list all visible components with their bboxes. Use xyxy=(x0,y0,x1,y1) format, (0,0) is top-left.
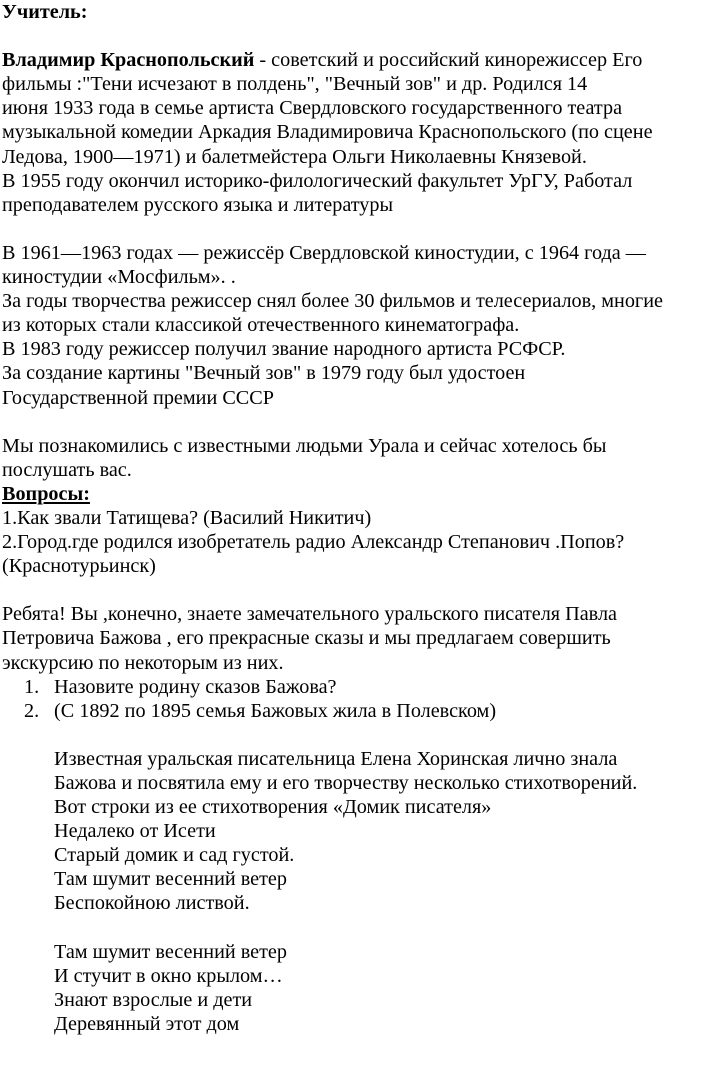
intro-line: послушать вас. xyxy=(2,458,132,481)
khorinskaya-line: Известная уральская писательница Елена Хоринская лично знала xyxy=(54,747,618,770)
director-name: Владимир Краснопольский xyxy=(2,49,255,72)
list-item xyxy=(2,675,694,699)
khorinskaya-line: Бажова и посвятила ему и его творчеству несколько стихотворений. xyxy=(54,772,638,794)
poem-line: Недалеко от Исети xyxy=(54,820,216,843)
bio-line: В 1955 году окончил историко-филологический факультет УрГУ, Работал xyxy=(2,169,633,192)
poem-line: Старый домик и сад густой. xyxy=(54,844,295,867)
bazhov-line: Петровича Бажова , его прекрасные сказы и мы предлагаем совершить xyxy=(2,627,611,650)
poem-line: Деревянный этот дом xyxy=(54,1012,240,1035)
blank-line xyxy=(2,217,694,241)
list-item xyxy=(2,699,694,723)
blank-line xyxy=(2,723,694,747)
career-line: В 1961—1963 годах — режиссёр Свердловской киностудии, с 1964 года — xyxy=(2,241,646,264)
bio-first-line xyxy=(2,48,694,72)
bio-line: музыкальной комедии Аркадия Владимировича Краснопольского (по сцене xyxy=(2,121,653,144)
bio-line: Ледова, 1900—1971) и балетмейстера Ольги Николаевны Князевой. xyxy=(2,145,587,168)
career-line: За создание картины "Вечный зов" в 1979 году был удостоен xyxy=(2,362,526,385)
career-line: Государственной премии СССР xyxy=(2,386,274,409)
list-number: 1. xyxy=(24,675,40,698)
list-text: Назовите родину сказов Бажова? xyxy=(54,675,337,698)
khorinskaya-line: Вот строки из ее стихотворения «Домик писателя» xyxy=(54,796,492,819)
poem-line: Знают взрослые и дети xyxy=(54,988,253,1011)
blank-line xyxy=(2,24,694,48)
career-line: За годы творчества режиссер снял более 30 фильмов и телесериалов, многие xyxy=(2,290,663,313)
bio-line: июня 1933 года в семье артиста Свердловского государственного театра xyxy=(2,97,623,120)
career-line: из которых стали классикой отечественного кинематографа. xyxy=(2,314,520,337)
intro-line: Мы познакомились с известными людьми Урала и сейчас хотелось бы xyxy=(2,434,607,457)
poem-line: Беспокойною листвой. xyxy=(54,892,250,915)
bazhov-line: Ребята! Вы ,конечно, знаете замечательного уральского писателя Павла xyxy=(2,603,617,626)
bio-line: фильмы :"Тени исчезают в полдень", "Вечный зов" и др. Родился 14 xyxy=(2,73,588,96)
blank-line xyxy=(2,410,694,434)
career-line: В 1983 году режиссер получил звание народного артиста РСФСР. xyxy=(2,338,566,361)
teacher-heading: Учитель: xyxy=(2,1,88,23)
question-line: (Краснотурьинск) xyxy=(2,555,156,578)
numbered-list xyxy=(2,675,694,723)
blank-line xyxy=(2,578,694,602)
poem-line: Там шумит весенний ветер xyxy=(54,940,287,963)
list-text: (С 1892 по 1895 семья Бажовых жила в Полевском) xyxy=(54,699,497,722)
questions-heading: Вопросы: xyxy=(2,482,90,505)
question-line: 2.Город.где родился изобретатель радио Александр Степанович .Попов? xyxy=(2,531,625,554)
question-line: 1.Как звали Татищева? (Василий Никитич) xyxy=(2,506,372,529)
bio-line: преподавателем русского языка и литературы xyxy=(2,193,394,216)
blank-line xyxy=(2,916,694,940)
bazhov-line: экскурсию по некоторым из них. xyxy=(2,651,284,674)
list-number: 2. xyxy=(24,699,40,722)
poem-line: И стучит в окно крылом… xyxy=(54,964,283,987)
career-line: киностудии «Мосфильм». . xyxy=(2,266,236,289)
poem-line: Там шумит весенний ветер xyxy=(54,868,287,891)
bio-line-rest: - советский и российский кинорежиссер Его xyxy=(254,49,643,72)
